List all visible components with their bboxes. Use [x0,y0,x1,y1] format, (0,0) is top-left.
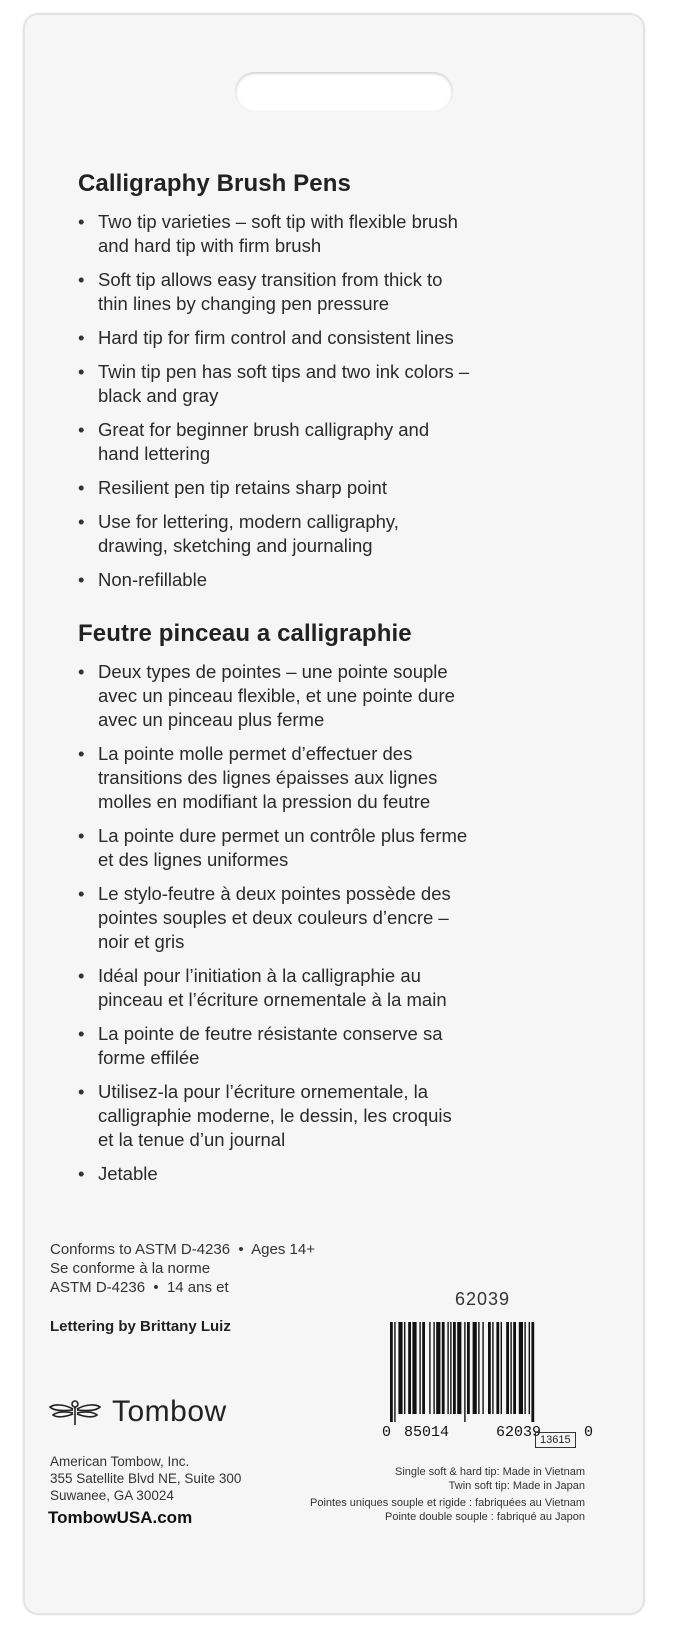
barcode-bar [394,1322,395,1422]
address-line: American Tombow, Inc. [50,1454,190,1469]
list-item: • Jetable [78,1162,618,1186]
origin-line: Pointes uniques souple et rigide : fabriquées au Vietnam [310,1497,585,1509]
barcode-bar [482,1322,483,1414]
barcode-bar [531,1322,534,1422]
address-line: 355 Satellite Blvd NE, Suite 300 [50,1471,242,1486]
barcode-bar [450,1322,451,1414]
barcode-digit-group: 85014 [404,1424,450,1441]
barcode-bar [457,1322,461,1414]
barcode-bar [412,1322,416,1414]
item-number: 62039 [455,1289,511,1309]
conformance-info [50,1240,315,1297]
conformance-line: Conforms to ASTM D-4236 • Ages 14+ [50,1241,315,1258]
list-item: • Soft tip allows easy transition from thick to thin lines by changing pen pressure [78,268,618,316]
barcode-bar [467,1322,470,1414]
upc-barcode [378,1322,600,1422]
tombow-logo [48,1395,227,1429]
english-bullet-list [78,210,618,592]
barcode-bar [506,1322,509,1414]
box-code: 13615 [535,1432,576,1448]
barcode-bar [422,1322,425,1414]
list-item: • Great for beginner brush calligraphy and hand lettering [78,418,618,466]
french-section [78,620,618,1186]
barcode-digit-group: 62039 [496,1424,542,1441]
barcode-digit-group: 0 [584,1424,594,1441]
barcode-bar [529,1322,530,1414]
barcode-bar [478,1322,479,1414]
list-item: • Utilisez-la pour l’écriture ornementale, la calligraphie moderne, le dessin, les croquis et la tenue d’un journal [78,1080,618,1152]
barcode-bar [492,1322,493,1414]
conformance-line: ASTM D-4236 • 14 ans et [50,1279,229,1296]
barcode-bar [464,1322,465,1422]
barcode-bar [404,1322,405,1414]
barcode-bar [429,1322,430,1414]
barcode-bar [398,1322,402,1414]
english-heading: Calligraphy Brush Pens [78,170,351,197]
barcode-bar [408,1322,411,1414]
brand-name: Tombow [112,1395,227,1428]
barcode-bar [436,1322,440,1414]
barcode-bar [473,1322,477,1414]
list-item: • Use for lettering, modern calligraphy, drawing, sketching and journaling [78,510,618,558]
french-heading: Feutre pinceau a calligraphie [78,620,412,647]
company-address [50,1453,241,1504]
lettering-credit: Lettering by Brittany Luiz [50,1318,231,1335]
list-item: • Idéal pour l’initiation à la calligraphie au pinceau et l’écriture ornementale à la main [78,964,618,1012]
barcode-bar [513,1322,516,1414]
dragonfly-icon [48,1398,102,1426]
barcode-bar [453,1322,456,1414]
list-item: • La pointe molle permet d’effectuer des transitions des lignes épaisses aux lignes molles en modifiant la pression du feutre [78,742,618,814]
barcode-bar [433,1322,434,1414]
address-line: Suwanee, GA 30024 [50,1488,174,1503]
list-item: • Deux types de pointes – une pointe souple avec un pinceau flexible, et une pointe dure avec un pinceau plus ferme [78,660,618,732]
barcode-digit-group: 0 [382,1424,392,1441]
barcode-bar [510,1322,511,1414]
barcode-bar [419,1322,420,1414]
barcode-bar [488,1322,491,1414]
list-item: • Two tip varieties – soft tip with flexible brush and hard tip with firm brush [78,210,618,258]
english-section [78,170,618,592]
website-url: TombowUSA.com [48,1508,193,1527]
barcode-bar [524,1322,525,1414]
barcode-bar [447,1322,448,1414]
french-bullet-list [78,660,618,1186]
barcode-bar [496,1322,499,1414]
conformance-line: Se conforme à la norme [50,1260,211,1277]
list-item: • Hard tip for firm control and consistent lines [78,326,618,350]
list-item: • Le stylo-feutre à deux pointes possède des pointes souples et deux couleurs d’encre – noir et gris [78,882,618,954]
list-item: • La pointe de feutre résistante conserve sa forme effilée [78,1022,618,1070]
origin-line: Single soft & hard tip: Made in Vietnam [395,1466,585,1478]
list-item: • Non-refillable [78,568,618,592]
barcode-bar [442,1322,445,1414]
product-description [78,170,618,1196]
origin-line: Pointe double souple : fabriqué au Japon [385,1510,585,1523]
origin-line: Twin soft tip: Made in Japan [448,1479,585,1492]
barcode-bar [390,1322,393,1422]
list-item: • Twin tip pen has soft tips and two ink colors – black and gray [78,360,618,408]
country-of-origin [310,1466,585,1524]
hang-hole [235,72,453,112]
barcode-bar [519,1322,523,1414]
list-item: • Resilient pen tip retains sharp point [78,476,618,500]
barcode-bar [501,1322,502,1414]
list-item: • La pointe dure permet un contrôle plus ferme et des lignes uniformes [78,824,618,872]
